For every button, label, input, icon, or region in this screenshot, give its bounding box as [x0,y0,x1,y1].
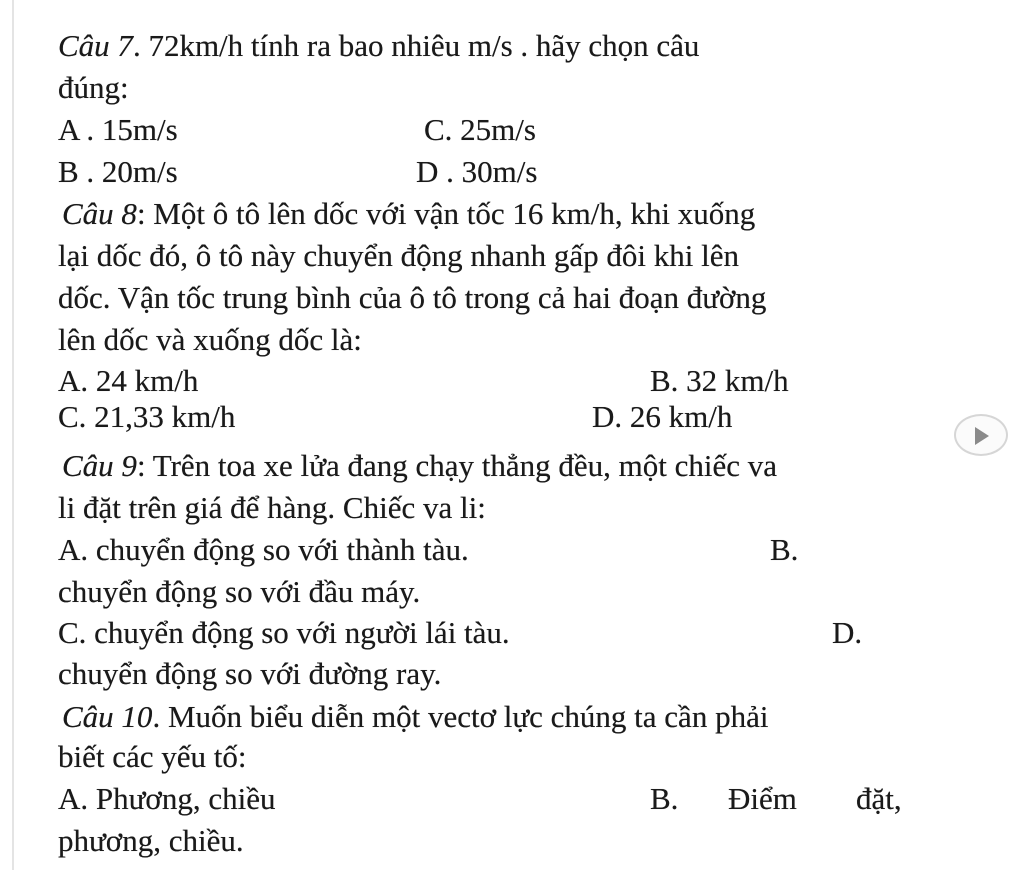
question-8-option-a: A. 24 km/h [58,363,199,398]
question-7-label: Câu 7 [58,28,133,63]
question-9-line-2: li đặt trên giá để hàng. Chiếc va li: [58,490,486,525]
question-7-option-d: D . 30m/s [416,154,538,189]
question-9-option-d-label: D. [832,615,863,650]
question-10-option-b-word-1: Điểm [728,781,797,816]
question-9-line-1: Câu 9: Trên toa xe lửa đang chạy thẳng đều, một chiếc va [62,448,778,483]
question-8-label: Câu 8 [62,196,137,231]
question-10-option-b-continued: phương, chiều. [58,823,244,858]
question-7-option-c: C. 25m/s [424,112,536,147]
question-9-option-b-label: B. [770,532,799,567]
question-7-option-b: B . 20m/s [58,154,178,189]
question-8-line-3: dốc. Vận tốc trung bình của ô tô trong cả hai đoạn đường [58,280,767,315]
question-10-option-a: A. Phương, chiều [58,781,276,816]
question-9-label: Câu 9 [62,448,137,483]
question-10-option-b-label: B. [650,781,679,816]
question-7-line-1: Câu 7. 72km/h tính ra bao nhiêu m/s . hãy chọn câu [58,28,700,63]
play-button[interactable] [954,414,1008,456]
question-9-option-c: C. chuyển động so với người lái tàu. [58,615,510,650]
question-7-option-a: A . 15m/s [58,112,178,147]
question-8-option-d: D. 26 km/h [592,399,733,434]
question-10-option-b-word-2: đặt, [856,781,902,816]
question-10-label: Câu 10 [62,699,153,734]
question-8-line-1: Câu 8: Một ô tô lên dốc với vận tốc 16 km/h, khi xuống [62,196,756,231]
play-icon [975,427,989,445]
question-7-line-2: đúng: [58,70,129,105]
question-8-option-b: B. 32 km/h [650,363,789,398]
question-9-option-a: A. chuyển động so với thành tàu. [58,532,469,567]
question-10-line-1: Câu 10. Muốn biểu diễn một vectơ lực chúng ta cần phải [62,699,769,734]
question-8-option-c: C. 21,33 km/h [58,399,236,434]
question-9-option-d-text: chuyển động so với đường ray. [58,656,442,691]
question-10-line-2: biết các yếu tố: [58,739,247,774]
question-8-line-2: lại dốc đó, ô tô này chuyển động nhanh gấp đôi khi lên [58,238,740,273]
question-9-option-b-text: chuyển động so với đầu máy. [58,574,421,609]
question-8-line-4: lên dốc và xuống dốc là: [58,322,362,357]
